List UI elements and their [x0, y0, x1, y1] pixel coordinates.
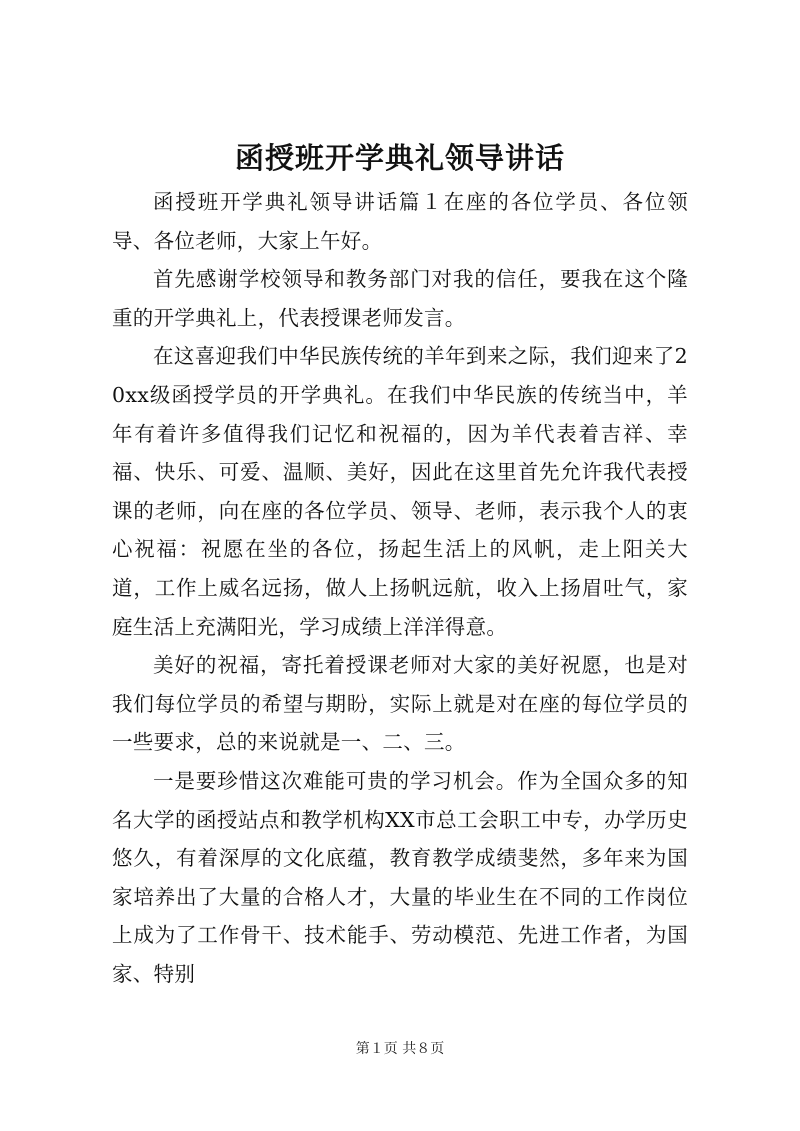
- paragraph: 一是要珍惜这次难能可贵的学习机会。作为全国众多的知名大学的函授站点和教学机构XX市总工会职工中专，办学历史悠久，有着深厚的文化底蕴，教育教学成绩斐然，多年来为国家培养出了大量的合格人才，大量的毕业生在不同的工作岗位上成为了工作骨干、技术能手、劳动模范、先进工作者，为国家、特别: [112, 768, 688, 986]
- document-body: [112, 183, 688, 993]
- paragraph: 美好的祝福，寄托着授课老师对大家的美好祝愿，也是对我们每位学员的希望与期盼，实际上就是对在座的每位学员的一些要求，总的来说就是一、二、三。: [112, 653, 688, 755]
- page-number-footer: 第１页 共８页: [355, 1041, 445, 1057]
- paragraph: 在这喜迎我们中华民族传统的羊年到来之际，我们迎来了20xx级函授学员的开学典礼。在我们中华民族的传统当中，羊年有着许多值得我们记忆和祝福的，因为羊代表着吉祥、幸福、快乐、可爱、温顺、美好，因此在这里首先允许我代表授课的老师，向在座的各位学员、领导、老师，表示我个人的衷心祝福：祝愿在坐的各位，扬起生活上的风帆，走上阳关大道，工作上威名远扬，做人上扬帆远航，收入上扬眉吐气，家庭生活上充满阳光，学习成绩上洋洋得意。: [112, 344, 688, 639]
- paragraph: 函授班开学典礼领导讲话篇１在座的各位学员、各位领导、各位老师，大家上午好。: [112, 190, 688, 253]
- document-title: 函授班开学典礼领导讲话: [234, 141, 565, 175]
- paragraph: 首先感谢学校领导和教务部门对我的信任，要我在这个隆重的开学典礼上，代表授课老师发言。: [112, 267, 688, 330]
